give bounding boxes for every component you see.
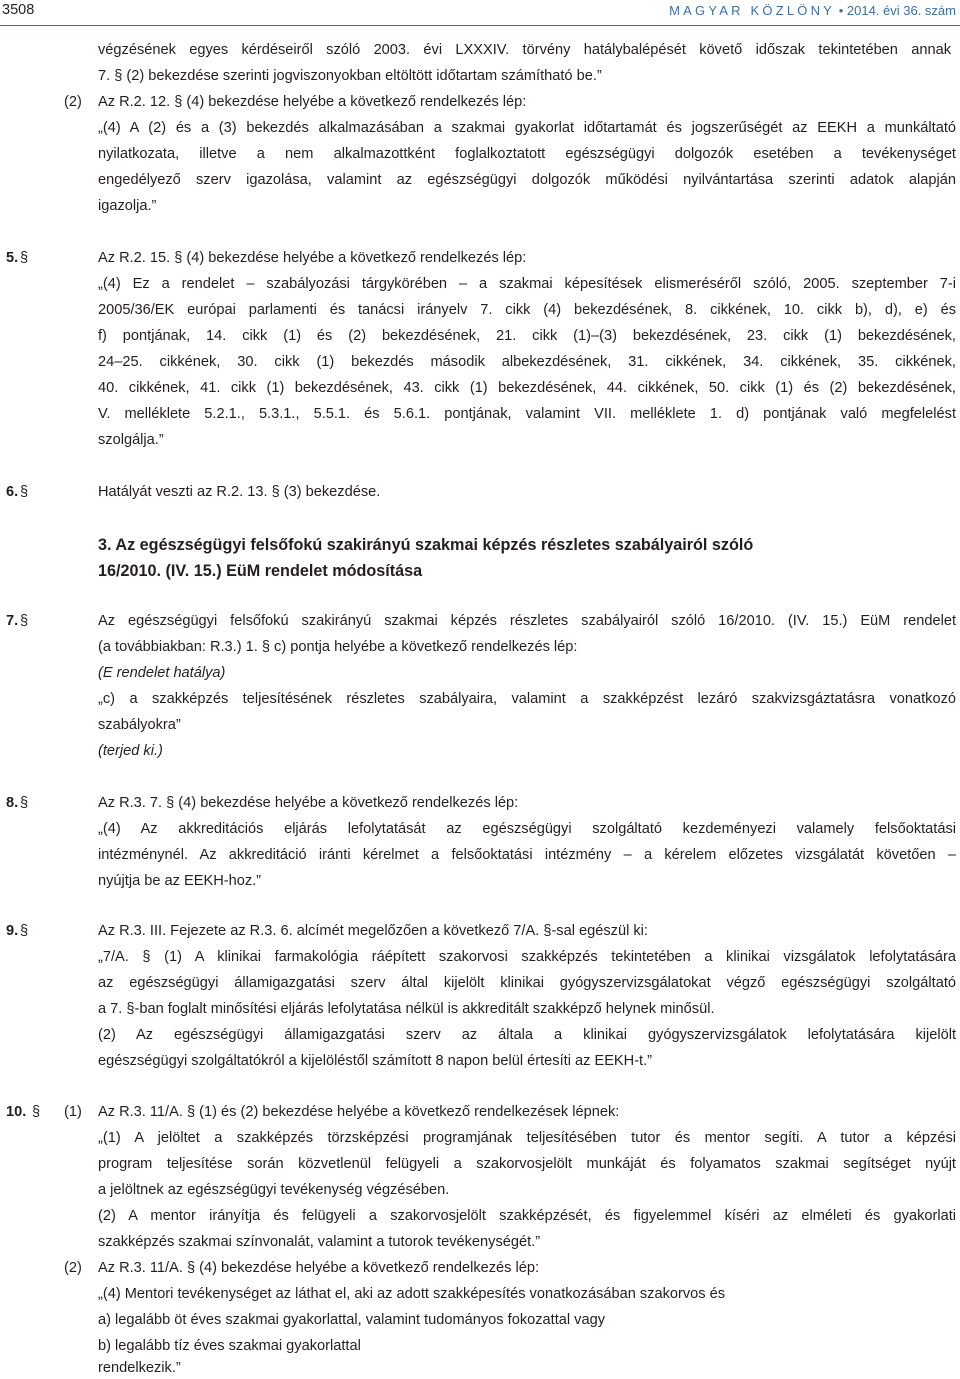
text-line: engedélyező szerv igazolása, valamint az egészségügyi dolgozók működési nyilvántartása szerinti adatok alapján [98, 172, 956, 188]
running-head [669, 3, 956, 18]
text-line: szakképzés szakmai színvonalát, valamint a tutorok tevékenységét.” [98, 1234, 541, 1250]
text-line: végzésének egyes kérdéseiről szóló 2003. évi LXXXIV. törvény hatálybalépését követő időszak tekintetében annak [98, 42, 951, 58]
text-line: Az R.3. 11/A. § (1) és (2) bekezdése helyébe a következő rendelkezések lépnek: [98, 1104, 620, 1120]
paragraph-sign: § [32, 1104, 41, 1120]
text-line: (2) Az egészségügyi államigazgatási szerv az általa a klinikai gyógyszervizsgálatok lefolytatására kijelölt [98, 1027, 956, 1043]
text-line: „c) a szakképzés teljesítésének részletes szabályaira, valamint a szakképzést lezáró szakvizsgáztatásra vonatkozó [98, 691, 956, 707]
running-header [0, 0, 960, 26]
text-line: f) pontjának, 14. cikk (1) és (2) bekezdésének, 21. cikk (1)–(3) bekezdésének, 23. cikk (1) bekezdésének, [98, 328, 956, 344]
text-line: program teljesítése során közvetlenül felügyeli a szakorvosjelölt munkáját és folyamatos szakmai segítséget nyújt [98, 1156, 956, 1172]
text-line: 40. cikkének, 41. cikk (1) bekezdésének, 43. cikk (1) bekezdésének, 44. cikkének, 50. cikk (1) és (2) bekezdésének, [98, 380, 956, 396]
paragraph-sign: § [20, 484, 29, 500]
section-number: 10. [6, 1104, 27, 1120]
text-line: a 7. §-ban foglalt minősítési eljárás lefolytatása nélkül is akkreditált szakképző helynek minősül. [98, 1001, 715, 1017]
text-line: a) legalább öt éves szakmai gyakorlattal, valamint tudományos fokozattal vagy [98, 1312, 605, 1328]
section-number: 7. [6, 613, 19, 629]
paragraph-sign: § [20, 923, 29, 939]
section-number: 8. [6, 795, 19, 811]
text-line: (terjed ki.) [98, 743, 163, 759]
text-line: szolgálja.” [98, 432, 164, 448]
text-line: Az R.3. 11/A. § (4) bekezdése helyébe a következő rendelkezés lép: [98, 1260, 540, 1276]
text-line: (2) A mentor irányítja és felügyeli a szakorvosjelölt szakképzését, és figyelemmel kíséri az elméleti és gyakorlati [98, 1208, 956, 1224]
text-line: „7/A. § (1) A klinikai farmakológia ráépített szakorvosi szakképzés tekintetében a klinikai vizsgálatok lefolytatására [98, 949, 956, 965]
section-number: 5. [6, 250, 19, 266]
text-line: az egészségügyi államigazgatási szerv által kijelölt klinikai gyógyszervizsgálatokat végző egészségügyi szolgáltató [98, 975, 956, 991]
text-line: Az R.3. III. Fejezete az R.3. 6. alcímét megelőzően a következő 7/A. §-sal egészül ki: [98, 923, 648, 939]
section-number: 6. [6, 484, 19, 500]
paragraph-sign: § [20, 795, 29, 811]
text-line: „(1) A jelöltet a szakképzés törzsképzési programjának teljesítésében tutor és mentor segíti. A tutor a képzési [98, 1130, 956, 1146]
text-line: intézménynél. Az akkreditáció iránti kérelmet a felsőoktatási intézmény – a kérelem előzetes vizsgálatát követően – [98, 847, 956, 863]
text-line: (E rendelet hatálya) [98, 665, 226, 681]
separator-dot: • [838, 3, 844, 18]
text-line: 24–25. cikkének, 30. cikk (1) bekezdés második albekezdésének, 31. cikkének, 34. cikkének, 35. cikkének, [98, 354, 956, 370]
text-line: egészségügyi szolgáltatókról a kijelöléstől számított 8 napon belül értesíti az EEKH-t.” [98, 1053, 653, 1069]
text-line: rendelkezik.” [98, 1360, 181, 1376]
section-number: 9. [6, 923, 19, 939]
paragraph-sign: § [20, 250, 29, 266]
text-line: „(4) A (2) és a (3) bekezdés alkalmazásában a szakmai gyakorlat időtartamát és jogszerűségét az EEKH a munkáltató [98, 120, 956, 136]
text-line: V. melléklete 5.2.1., 5.3.1., 5.5.1. és 5.6.1. pontjának, valamint VII. melléklete 1. d) pontjának való megfelelést [98, 406, 956, 422]
text-line: Az R.2. 15. § (4) bekezdése helyébe a következő rendelkezés lép: [98, 250, 527, 266]
text-line: nyilatkozata, illetve a nem alkalmazottként foglalkoztatott egészségügyi dolgozók esetében a tevékenységet [98, 146, 956, 162]
text-line: „(4) Az akkreditációs eljárás lefolytatását az egészségügyi szolgáltató kezdeményezi valamely felsőoktatási [98, 821, 956, 837]
paragraph-sign: § [20, 613, 29, 629]
text-line: nyújtja be az EEKH-hoz.” [98, 873, 262, 889]
text-line: 2005/36/EK európai parlamenti és tanácsi irányelv 7. cikk (4) bekezdésének, 8. cikkének, 10. cikk b), d), e) és [98, 302, 956, 318]
text-line: Az R.3. 7. § (4) bekezdése helyébe a következő rendelkezés lép: [98, 795, 519, 811]
text-line: „(4) Mentori tevékenységet az láthat el, aki az adott szakképesítés vonatkozásában szakorvos és [98, 1286, 726, 1302]
issue-label: 2014. évi 36. szám [846, 3, 956, 18]
text-line: a jelöltnek az egészségügyi tevékenység végzésében. [98, 1182, 450, 1198]
subsection-label: (1) [64, 1104, 82, 1120]
journal-title: MAGYAR KÖZLÖNY [669, 3, 836, 18]
text-line: b) legalább tíz éves szakmai gyakorlattal [98, 1338, 361, 1354]
text-line: Hatályát veszti az R.2. 13. § (3) bekezdése. [98, 484, 381, 500]
page-number: 3508 [2, 2, 35, 18]
text-line: igazolja.” [98, 198, 157, 214]
text-line: szabályokra” [98, 717, 181, 733]
text-line: „(4) Ez a rendelet – szabályozási tárgykörében – a szakmai képesítések elismeréséről szóló, 2005. szeptember 7-i [98, 276, 956, 292]
text-line: Az egészségügyi felsőfokú szakirányú szakmai képzés részletes szabályairól szóló 16/2010. (IV. 15.) EüM rendelet [98, 613, 956, 629]
text-line: (a továbbiakban: R.3.) 1. § c) pontja helyébe a következő rendelkezés lép: [98, 639, 578, 655]
text-line: 7. § (2) bekezdése szerinti jogviszonyokban eltöltött időtartam számítható be.” [98, 68, 602, 84]
text-line: Az R.2. 12. § (4) bekezdése helyébe a következő rendelkezés lép: [98, 94, 527, 110]
section-heading: 16/2010. (IV. 15.) EüM rendelet módosítása [98, 562, 423, 580]
subsection-label: (2) [64, 94, 82, 110]
subsection-label: (2) [64, 1260, 82, 1276]
section-heading: 3. Az egészségügyi felsőfokú szakirányú szakmai képzés részletes szabályairól szóló [98, 536, 754, 554]
header-rule [0, 25, 960, 26]
